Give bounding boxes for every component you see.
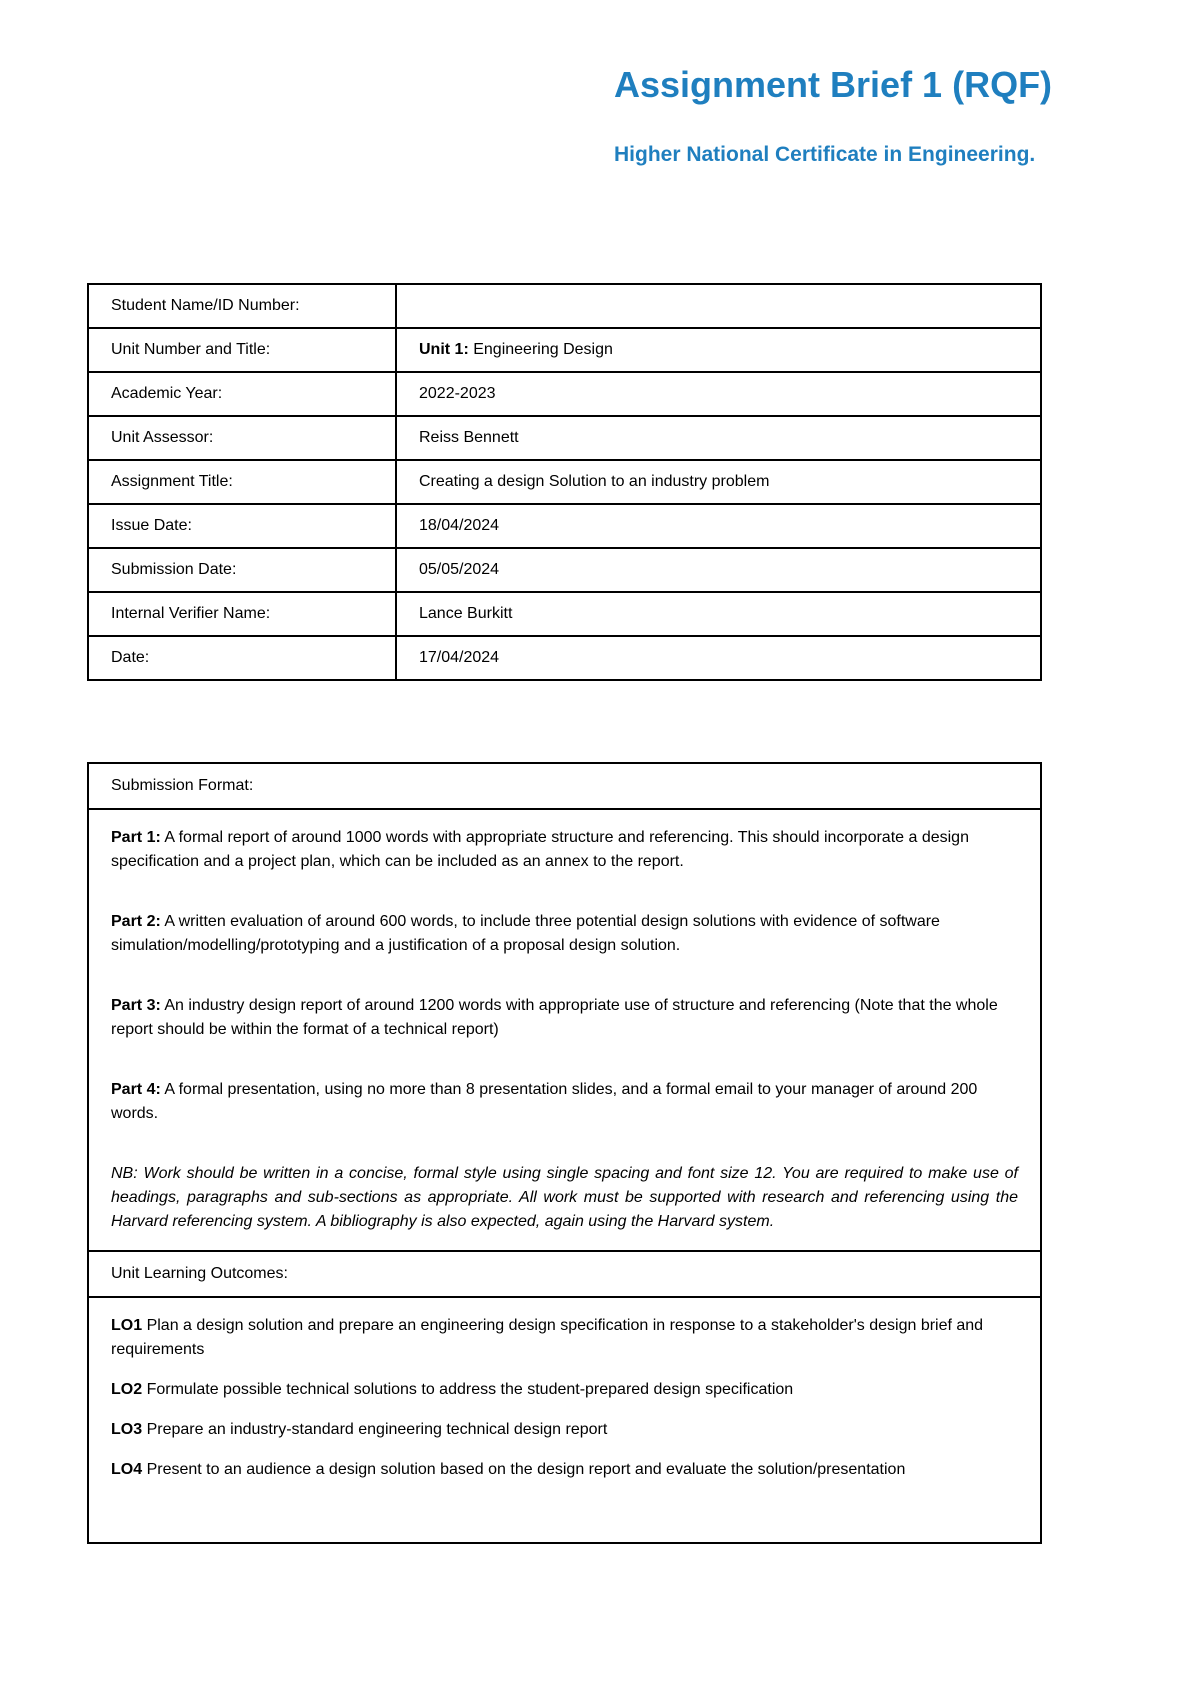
submission-part: Part 1: A formal report of around 1000 words with appropriate structure and referencing. This should incorporate a design specification and a project plan, which can be included as an annex to the report.	[111, 829, 969, 870]
submission-and-outcomes-box	[87, 762, 1042, 1544]
table-row	[88, 504, 1041, 548]
document-subtitle: Higher National Certificate in Engineering.	[614, 143, 1036, 166]
row-value: Reiss Bennett	[396, 416, 1041, 460]
learning-outcome: LO4 Present to an audience a design solution based on the design report and evaluate the solution/presentation	[111, 1461, 906, 1478]
submission-part: Part 3: An industry design report of around 1200 words with appropriate use of structure and referencing (Note that the whole report should be within the format of a technical report)	[111, 997, 998, 1038]
table-row	[88, 416, 1041, 460]
learning-outcome: LO3 Prepare an industry-standard engineering technical design report	[111, 1421, 608, 1438]
row-label: Internal Verifier Name:	[88, 592, 396, 636]
table-row	[88, 284, 1041, 328]
row-label: Date:	[88, 636, 396, 680]
row-value: Lance Burkitt	[396, 592, 1041, 636]
table-row	[88, 328, 1041, 372]
row-value: Creating a design Solution to an industry problem	[396, 460, 1041, 504]
row-value: 18/04/2024	[396, 504, 1041, 548]
learning-outcome: LO2 Formulate possible technical solutions to address the student-prepared design specification	[111, 1381, 794, 1398]
assignment-info-table	[87, 283, 1042, 681]
learning-outcomes-body	[89, 1298, 1040, 1542]
learning-outcome: LO1 Plan a design solution and prepare an engineering design specification in response to a stakeholder's design brief and requirements	[111, 1317, 984, 1358]
submission-format-body	[89, 810, 1040, 1250]
row-label: Unit Assessor:	[88, 416, 396, 460]
row-value	[396, 284, 1041, 328]
table-row	[88, 548, 1041, 592]
row-label: Student Name/ID Number:	[88, 284, 396, 328]
table-row	[88, 592, 1041, 636]
row-label: Issue Date:	[88, 504, 396, 548]
row-value: 17/04/2024	[396, 636, 1041, 680]
row-value: Unit 1: Engineering Design	[396, 328, 1041, 372]
row-label: Assignment Title:	[88, 460, 396, 504]
document-title: Assignment Brief 1 (RQF)	[614, 64, 1053, 105]
row-label: Submission Date:	[88, 548, 396, 592]
row-value: 2022-2023	[396, 372, 1041, 416]
submission-note: NB: Work should be written in a concise, formal style using single spacing and font size 12. You are required to make use of headings, paragraphs and sub-sections as appropriate. All work must be supported with research and referencing using the Harvard referencing system. A bibliography is also expected, again using the Harvard system.	[111, 1165, 1018, 1230]
row-label: Unit Number and Title:	[88, 328, 396, 372]
submission-part: Part 4: A formal presentation, using no more than 8 presentation slides, and a formal email to your manager of around 200 words.	[111, 1081, 978, 1122]
table-row	[88, 372, 1041, 416]
learning-outcomes-heading: Unit Learning Outcomes:	[89, 1250, 1040, 1298]
submission-part: Part 2: A written evaluation of around 600 words, to include three potential design solutions with evidence of software simulation/modelling/prototyping and a justification of a proposal design solution.	[111, 913, 940, 954]
row-value: 05/05/2024	[396, 548, 1041, 592]
table-row	[88, 636, 1041, 680]
row-label: Academic Year:	[88, 372, 396, 416]
table-row	[88, 460, 1041, 504]
submission-format-heading: Submission Format:	[89, 764, 1040, 810]
